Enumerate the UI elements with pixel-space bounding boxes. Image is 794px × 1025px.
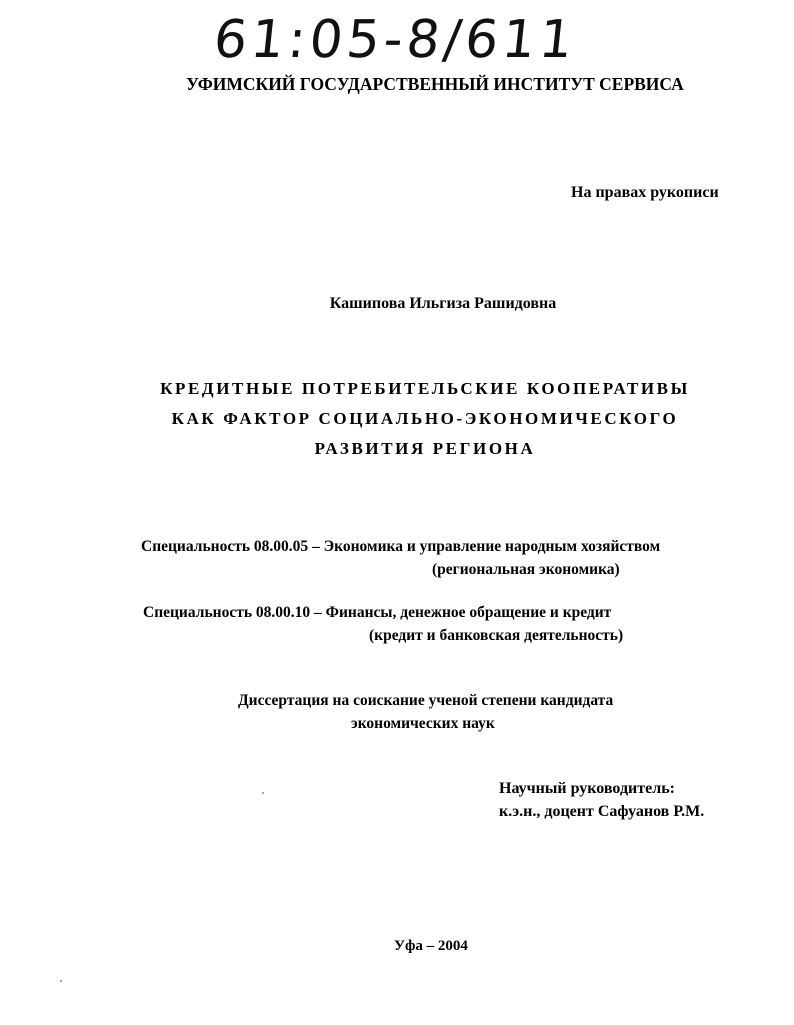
scan-speck (262, 792, 264, 794)
author-name: Кашипова Ильгиза Рашидовна (329, 295, 557, 312)
specialty-1-line-1: Специальность 08.00.05 – Экономика и управление народным хозяйством (141, 538, 661, 555)
thesis-title-line-1: КРЕДИТНЫЕ ПОТРЕБИТЕЛЬСКИЕ КООПЕРАТИВЫ (160, 379, 690, 398)
scan-speck (60, 980, 62, 982)
thesis-title-line-2: КАК ФАКТОР СОЦИАЛЬНО-ЭКОНОМИЧЕСКОГО (171, 409, 679, 428)
institute-name: УФИМСКИЙ ГОСУДАРСТВЕННЫЙ ИНСТИТУТ СЕРВИСА (186, 74, 684, 94)
specialty-2-line-1: Специальность 08.00.10 – Финансы, денежное обращение и кредит (143, 604, 612, 621)
handwritten-archive-code: 61:05-8/611 (210, 10, 580, 70)
city-year: Уфа – 2004 (394, 938, 468, 954)
thesis-title-line-3: РАЗВИТИЯ РЕГИОНА (314, 439, 536, 458)
dissertation-line-2: экономических наук (351, 715, 495, 732)
specialty-2-line-2: (кредит и банковская деятельность) (369, 627, 624, 644)
specialty-1-line-2: (региональная экономика) (432, 561, 620, 578)
supervisor-label: Научный руководитель: (499, 780, 675, 797)
dissertation-line-1: Диссертация на соискание ученой степени кандидата (238, 692, 614, 709)
rights-note: На правах рукописи (571, 184, 719, 201)
supervisor-name: к.э.н., доцент Сафуанов Р.М. (499, 803, 705, 820)
